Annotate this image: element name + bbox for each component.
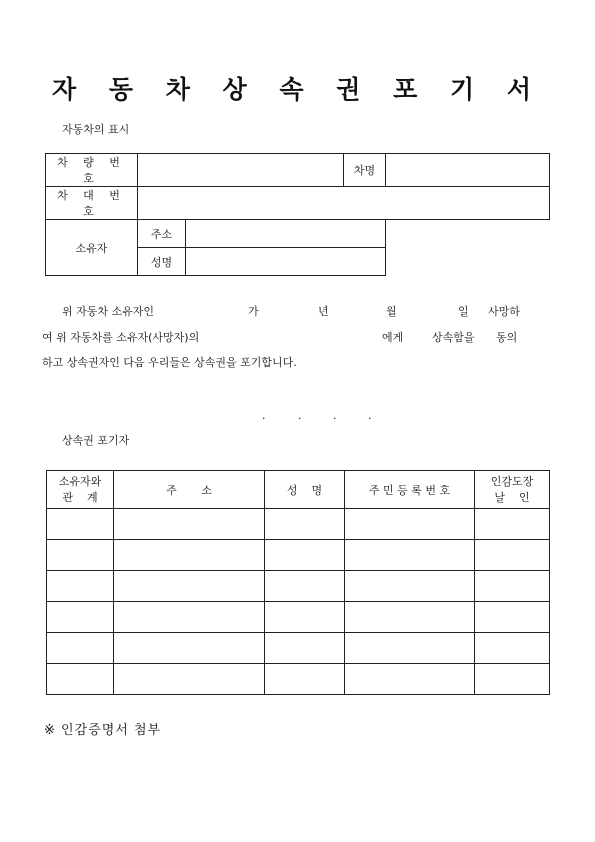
rrn-cell[interactable] xyxy=(345,571,475,602)
body-text: 에게 xyxy=(382,331,404,344)
owner-label-text: 소유자 xyxy=(75,241,108,255)
name-cell[interactable] xyxy=(265,509,345,540)
relation-cell[interactable] xyxy=(47,571,114,602)
address-cell[interactable] xyxy=(114,540,265,571)
body-text: 여 위 자동차를 소유자(사망자)의 xyxy=(42,331,200,344)
address-cell[interactable] xyxy=(114,571,265,602)
name-cell[interactable] xyxy=(265,664,345,695)
table-row xyxy=(46,187,550,220)
rrn-header: 주 민 등 록 번 호 xyxy=(345,471,475,509)
rrn-cell[interactable] xyxy=(345,540,475,571)
rrn-cell[interactable] xyxy=(345,602,475,633)
table-row xyxy=(46,154,550,187)
name-cell[interactable] xyxy=(265,633,345,664)
date-dot: . xyxy=(298,409,302,422)
name-cell[interactable] xyxy=(265,602,345,633)
owner-address-row xyxy=(138,220,386,248)
table-row xyxy=(47,571,550,602)
rrn-cell[interactable] xyxy=(345,664,475,695)
relation-cell[interactable] xyxy=(47,633,114,664)
seal-header-line2: 날 인 xyxy=(494,490,530,504)
table-row xyxy=(47,664,550,695)
owner-address-label: 주소 xyxy=(138,220,186,247)
body-text: 가 xyxy=(248,305,259,318)
body-text: 하고 상속권자인 다음 우리들은 상속권을 포기합니다. xyxy=(42,356,297,369)
table-row xyxy=(47,540,550,571)
table-header-row xyxy=(47,471,550,509)
address-header: 주 소 xyxy=(114,471,265,509)
date-dot: . xyxy=(262,409,266,422)
car-name-field[interactable] xyxy=(386,154,550,187)
address-cell[interactable] xyxy=(114,664,265,695)
owner-address-field[interactable] xyxy=(186,220,386,247)
relation-cell[interactable] xyxy=(47,602,114,633)
body-text: 위 자동차 소유자인 xyxy=(62,305,155,318)
table-row xyxy=(47,509,550,540)
relation-cell[interactable] xyxy=(47,540,114,571)
rrn-cell[interactable] xyxy=(345,509,475,540)
plate-number-field[interactable] xyxy=(138,154,344,187)
name-cell[interactable] xyxy=(265,571,345,602)
seal-cell[interactable] xyxy=(475,664,550,695)
vehicle-info-table xyxy=(45,153,550,276)
body-text: 일 xyxy=(458,305,469,318)
relation-header xyxy=(47,471,114,509)
relation-cell[interactable] xyxy=(47,664,114,695)
car-name-label: 차명 xyxy=(344,154,386,187)
address-cell[interactable] xyxy=(114,633,265,664)
seal-header xyxy=(475,471,550,509)
heirs-table xyxy=(46,470,550,695)
date-dot: . xyxy=(333,409,337,422)
body-text: 사망하 xyxy=(488,305,520,318)
address-cell[interactable] xyxy=(114,509,265,540)
chassis-number-field[interactable] xyxy=(138,187,550,220)
chassis-number-label: 차 대 번 호 xyxy=(46,187,138,220)
seal-cell[interactable] xyxy=(475,602,550,633)
name-cell[interactable] xyxy=(265,540,345,571)
seal-cell[interactable] xyxy=(475,633,550,664)
body-paragraph-line-3 xyxy=(42,356,542,370)
body-text: 년 xyxy=(318,305,329,318)
body-text: 상속함을 xyxy=(432,331,475,344)
seal-header-line1: 인감도장 xyxy=(490,474,534,488)
owner-name-field[interactable] xyxy=(186,248,386,275)
owner-name-label: 성명 xyxy=(138,248,186,275)
name-header: 성 명 xyxy=(265,471,345,509)
seal-cell[interactable] xyxy=(475,540,550,571)
address-cell[interactable] xyxy=(114,602,265,633)
plate-number-label: 차 량 번 호 xyxy=(46,154,138,187)
relation-header-line2: 관 계 xyxy=(62,490,98,504)
table-row xyxy=(47,602,550,633)
body-text: 동의 xyxy=(496,331,518,344)
body-text: 월 xyxy=(386,305,397,318)
relation-header-line1: 소유자와 xyxy=(58,474,102,488)
seal-cell[interactable] xyxy=(475,509,550,540)
relation-cell[interactable] xyxy=(47,509,114,540)
date-dot: . xyxy=(368,409,372,422)
attachment-note: ※ 인감증명서 첨부 xyxy=(44,723,162,738)
vehicle-section-label: 자동차의 표시 xyxy=(62,123,130,136)
rrn-cell[interactable] xyxy=(345,633,475,664)
table-row xyxy=(46,220,550,248)
table-row xyxy=(47,633,550,664)
seal-cell[interactable] xyxy=(475,571,550,602)
owner-label xyxy=(46,220,138,276)
heirs-section-label: 상속권 포기자 xyxy=(62,434,130,447)
owner-name-row xyxy=(138,248,386,276)
document-title: 자 동 차 상 속 권 포 기 서 xyxy=(52,75,543,104)
